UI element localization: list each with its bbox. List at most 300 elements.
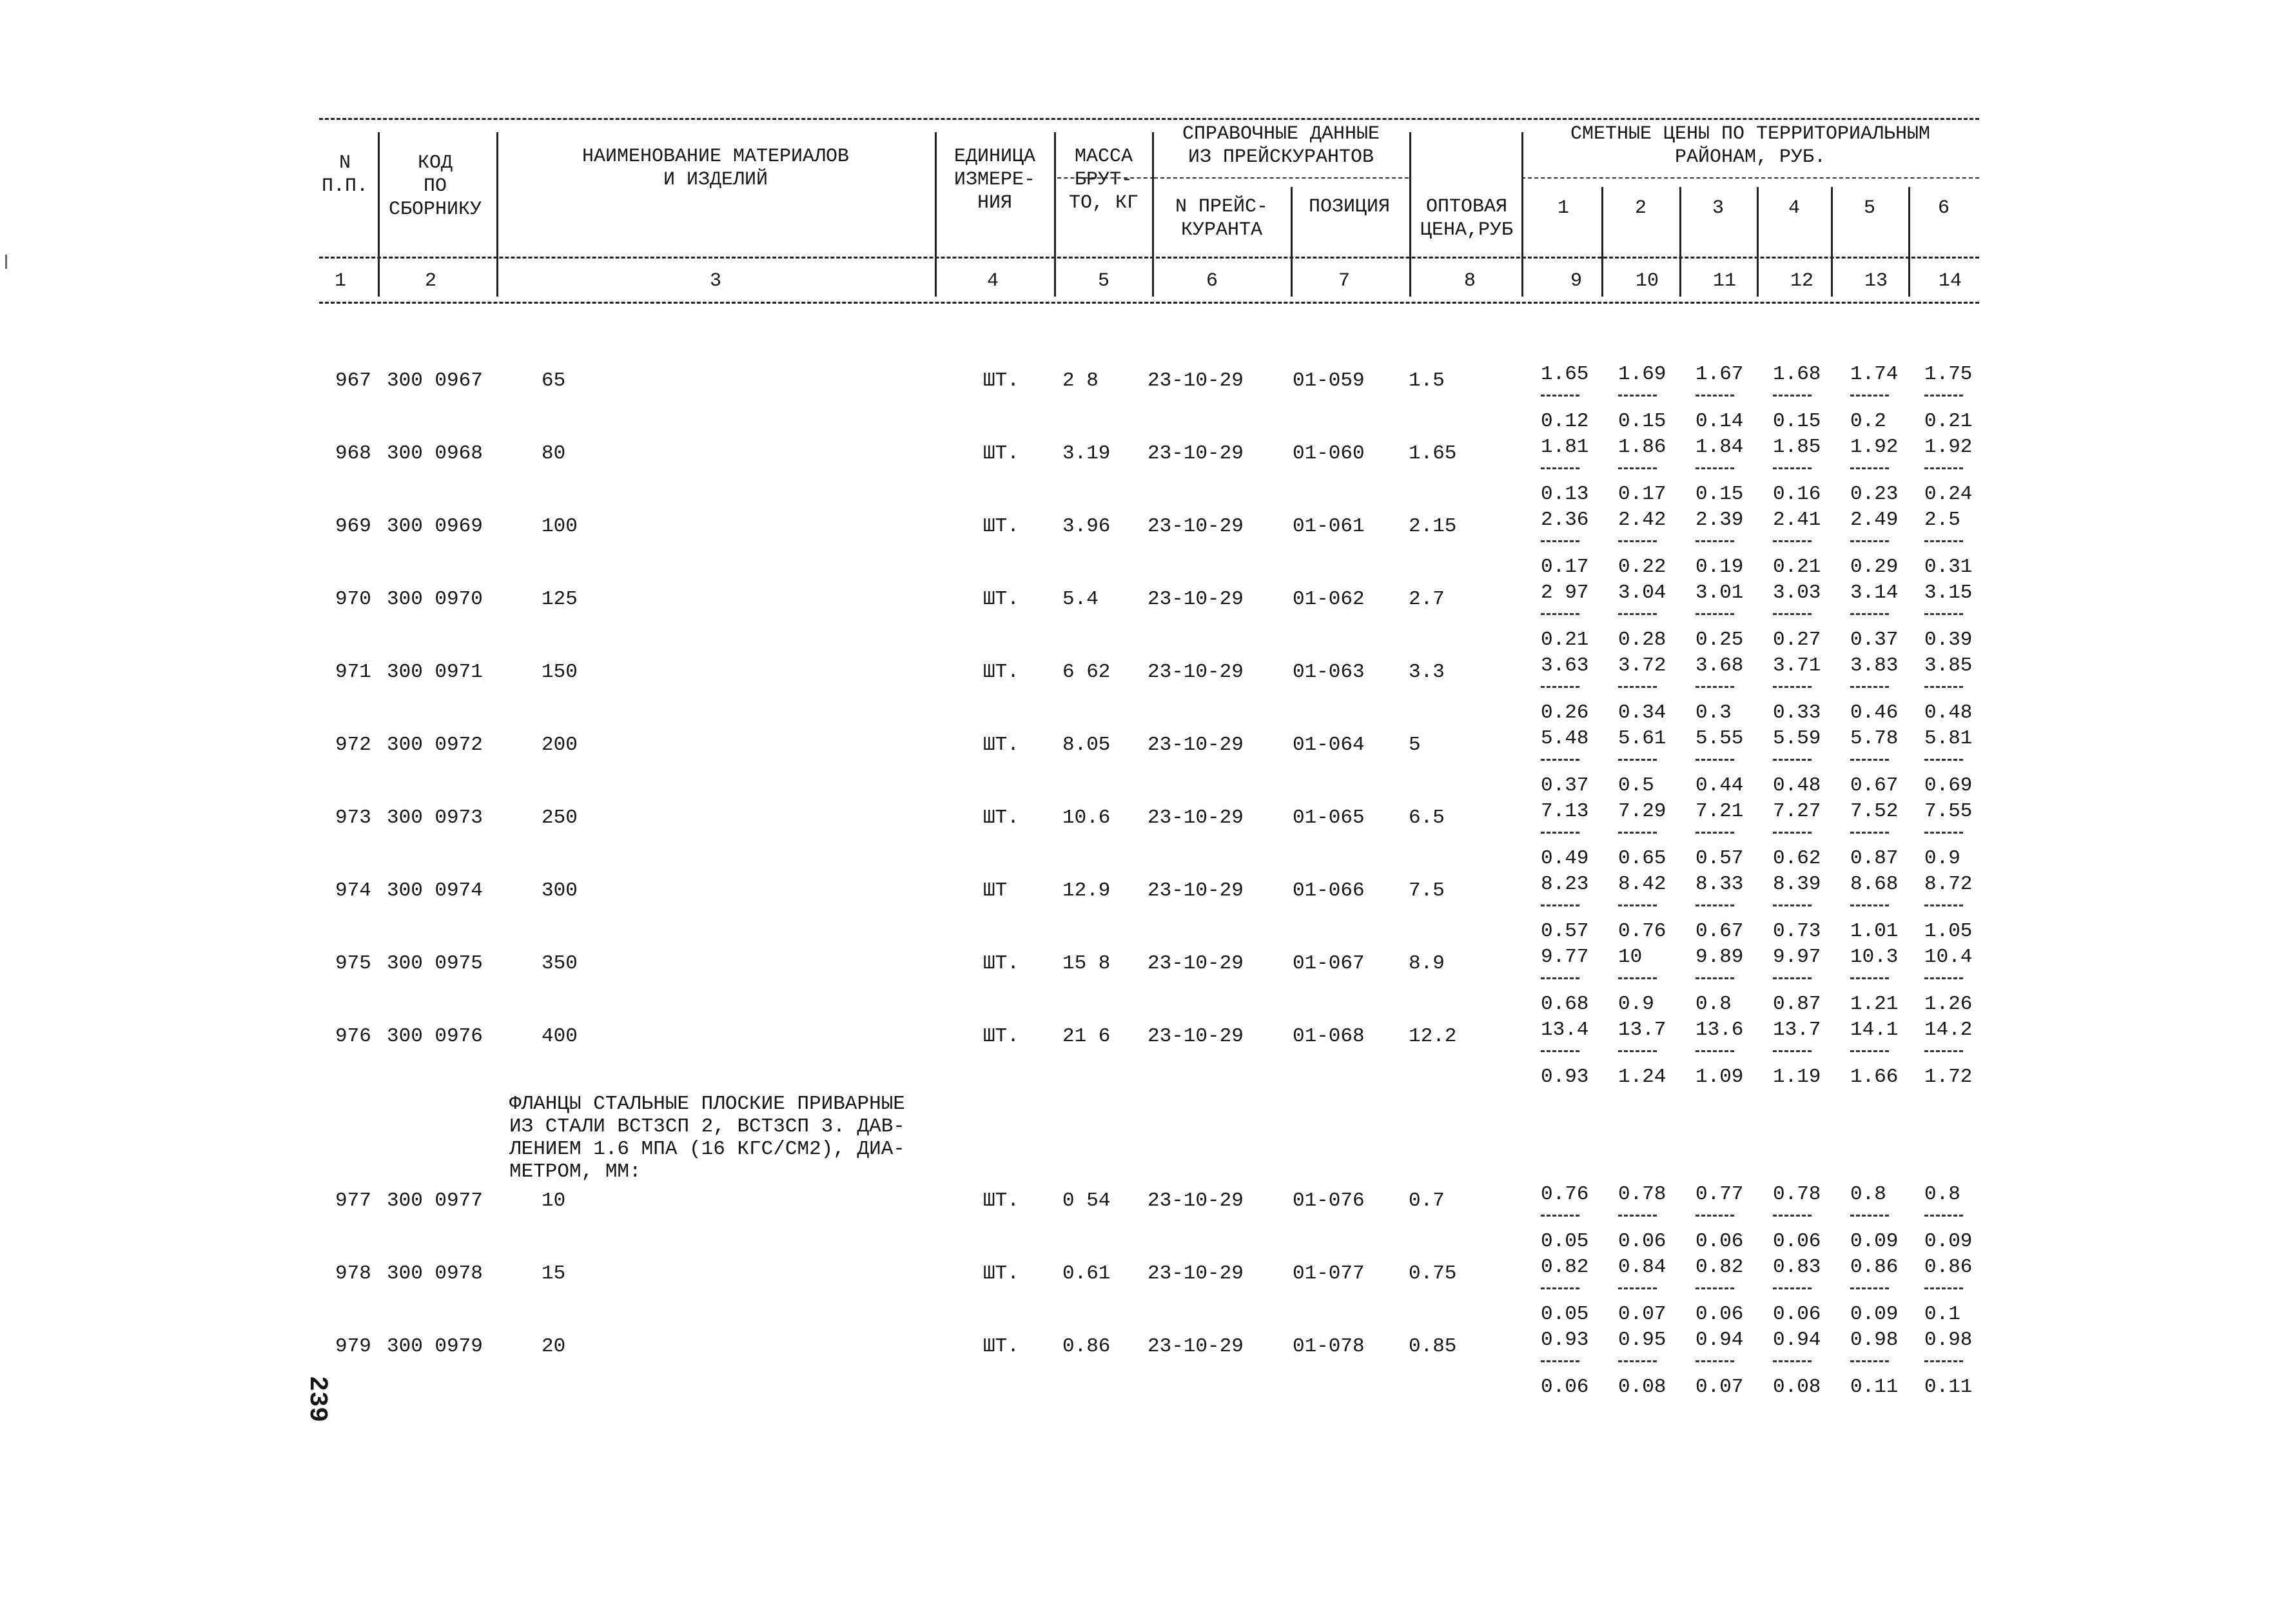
row-code: 300 0971 bbox=[387, 661, 483, 683]
row-name: 65 bbox=[542, 369, 566, 392]
row-pricelist: 23-10-29 bbox=[1148, 952, 1244, 975]
row-wholesale: 7.5 bbox=[1409, 879, 1445, 902]
row-wholesale: 0.75 bbox=[1409, 1262, 1457, 1285]
row-pricelist: 23-10-29 bbox=[1148, 879, 1244, 902]
price-divider bbox=[1618, 759, 1657, 761]
price-divider bbox=[1541, 1215, 1579, 1217]
row-region-price: 2.39 bbox=[1696, 509, 1744, 531]
row-region-subprice: 1.19 bbox=[1773, 1066, 1821, 1088]
row-region-price: 9.97 bbox=[1773, 946, 1821, 968]
price-divider bbox=[1850, 832, 1889, 834]
row-region-subprice: 0.15 bbox=[1696, 483, 1744, 505]
row-position: 01-060 bbox=[1293, 442, 1365, 465]
row-region-price: 0.77 bbox=[1696, 1183, 1744, 1206]
row-region-price: 3.72 bbox=[1618, 654, 1666, 677]
row-wholesale: 2.7 bbox=[1409, 588, 1445, 611]
header-col-separator bbox=[1054, 132, 1056, 297]
row-name: 80 bbox=[542, 442, 566, 465]
row-region-price: 1.85 bbox=[1773, 436, 1821, 458]
row-region-subprice: 1.66 bbox=[1850, 1066, 1899, 1088]
row-region-price: 1.65 bbox=[1541, 363, 1589, 386]
row-region-subprice: 1.24 bbox=[1618, 1066, 1666, 1088]
row-region-subprice: 0.06 bbox=[1541, 1376, 1589, 1398]
column-number: 1 bbox=[334, 270, 347, 292]
price-divider bbox=[1618, 905, 1657, 906]
row-region-price: 2 97 bbox=[1541, 582, 1589, 604]
row-unit: ШТ. bbox=[983, 515, 1019, 538]
row-mass: 21 6 bbox=[1062, 1025, 1111, 1048]
ref-group-header: СПРАВОЧНЫЕ ДАННЫЕ ИЗ ПРЕЙСКУРАНТОВ bbox=[1182, 123, 1380, 168]
price-divider bbox=[1924, 1215, 1963, 1217]
section-heading-line: МЕТРОМ, ММ: bbox=[509, 1160, 641, 1183]
row-region-subprice: 0.17 bbox=[1618, 483, 1666, 505]
row-region-subprice: 0.46 bbox=[1850, 701, 1899, 724]
price-divider bbox=[1773, 1360, 1812, 1362]
row-region-price: 0.82 bbox=[1696, 1256, 1744, 1278]
row-unit: ШТ. bbox=[983, 1335, 1019, 1358]
col4-header: ЕДИНИЦА ИЗМЕРЕ- НИЯ bbox=[953, 146, 1036, 214]
row-region-price: 1.68 bbox=[1773, 363, 1821, 386]
row-region-subprice: 0.67 bbox=[1850, 774, 1899, 797]
row-region-price: 0.86 bbox=[1924, 1256, 1973, 1278]
header-col-separator bbox=[1409, 132, 1411, 297]
row-number: 968 bbox=[335, 442, 371, 465]
header-col-separator bbox=[1757, 187, 1759, 297]
row-name: 125 bbox=[542, 588, 578, 611]
row-region-subprice: 0.39 bbox=[1924, 629, 1973, 651]
row-region-subprice: 0.21 bbox=[1924, 410, 1973, 433]
price-divider bbox=[1850, 395, 1889, 396]
row-number: 971 bbox=[335, 661, 371, 683]
col8-header: ОПТОВАЯ ЦЕНА,РУБ bbox=[1420, 196, 1514, 241]
page-number: 239 bbox=[302, 1375, 332, 1423]
row-region-subprice: 0.68 bbox=[1541, 993, 1589, 1015]
row-region-price: 5.81 bbox=[1924, 727, 1973, 750]
row-region-price: 3.85 bbox=[1924, 654, 1973, 677]
row-number: 973 bbox=[335, 807, 371, 829]
region-header: 2 bbox=[1634, 197, 1647, 219]
row-unit: ШТ. bbox=[983, 952, 1019, 975]
price-divider bbox=[1618, 977, 1657, 979]
row-region-subprice: 0.19 bbox=[1696, 556, 1744, 578]
col3-header: НАИМЕНОВАНИЕ МАТЕРИАЛОВ И ИЗДЕЛИЙ bbox=[581, 146, 850, 191]
row-region-price: 0.93 bbox=[1541, 1329, 1589, 1351]
row-pricelist: 23-10-29 bbox=[1148, 1189, 1244, 1212]
row-mass: 3.19 bbox=[1062, 442, 1111, 465]
row-unit: ШТ. bbox=[983, 369, 1019, 392]
row-region-price: 0.8 bbox=[1924, 1183, 1960, 1206]
row-region-subprice: 1.09 bbox=[1696, 1066, 1744, 1088]
row-region-subprice: 0.05 bbox=[1541, 1230, 1589, 1253]
price-divider bbox=[1696, 1215, 1734, 1217]
row-region-price: 7.27 bbox=[1773, 800, 1821, 823]
row-position: 01-068 bbox=[1293, 1025, 1365, 1048]
price-divider bbox=[1773, 759, 1812, 761]
row-region-subprice: 0.15 bbox=[1618, 410, 1666, 433]
price-divider bbox=[1541, 759, 1579, 761]
row-name: 250 bbox=[542, 807, 578, 829]
column-number: 9 bbox=[1570, 270, 1583, 292]
price-divider bbox=[1773, 467, 1812, 469]
price-divider bbox=[1850, 1050, 1889, 1052]
row-region-price: 2.41 bbox=[1773, 509, 1821, 531]
row-region-price: 0.83 bbox=[1773, 1256, 1821, 1278]
row-wholesale: 0.85 bbox=[1409, 1335, 1457, 1358]
row-wholesale: 1.5 bbox=[1409, 369, 1445, 392]
row-region-price: 1.67 bbox=[1696, 363, 1744, 386]
price-divider bbox=[1696, 832, 1734, 834]
row-region-price: 10.3 bbox=[1850, 946, 1899, 968]
row-region-price: 1.92 bbox=[1924, 436, 1973, 458]
price-divider bbox=[1696, 540, 1734, 542]
row-region-price: 5.78 bbox=[1850, 727, 1899, 750]
row-region-subprice: 0.06 bbox=[1696, 1303, 1744, 1326]
row-region-subprice: 0.05 bbox=[1541, 1303, 1589, 1326]
row-region-subprice: 0.34 bbox=[1618, 701, 1666, 724]
row-region-subprice: 0.76 bbox=[1618, 920, 1666, 943]
ref-group-rule bbox=[1154, 177, 1409, 179]
row-region-price: 8.39 bbox=[1773, 873, 1821, 895]
price-divider bbox=[1850, 540, 1889, 542]
row-region-subprice: 0.69 bbox=[1924, 774, 1973, 797]
column-number: 13 bbox=[1864, 270, 1888, 292]
row-code: 300 0975 bbox=[387, 952, 483, 975]
price-divider bbox=[1696, 977, 1734, 979]
column-number: 10 bbox=[1635, 270, 1659, 292]
header-col-separator bbox=[378, 132, 380, 297]
section-heading-line: ЛЕНИЕМ 1.6 МПА (16 КГС/СМ2), ДИА- bbox=[509, 1138, 905, 1160]
row-region-price: 7.13 bbox=[1541, 800, 1589, 823]
row-code: 300 0974 bbox=[387, 879, 483, 902]
row-region-subprice: 0.11 bbox=[1850, 1376, 1899, 1398]
row-mass: 0.61 bbox=[1062, 1262, 1111, 1285]
row-region-price: 3.63 bbox=[1541, 654, 1589, 677]
header-col-separator bbox=[1291, 187, 1293, 297]
row-region-subprice: 0.5 bbox=[1618, 774, 1654, 797]
row-wholesale: 12.2 bbox=[1409, 1025, 1457, 1048]
row-name: 100 bbox=[542, 515, 578, 538]
row-region-subprice: 0.28 bbox=[1618, 629, 1666, 651]
row-code: 300 0972 bbox=[387, 734, 483, 756]
row-region-subprice: 0.87 bbox=[1773, 993, 1821, 1015]
row-region-price: 0.84 bbox=[1618, 1256, 1666, 1278]
row-region-subprice: 0.37 bbox=[1850, 629, 1899, 651]
row-name: 150 bbox=[542, 661, 578, 683]
row-region-price: 0.94 bbox=[1696, 1329, 1744, 1351]
header-col-separator bbox=[935, 132, 937, 297]
column-number: 12 bbox=[1790, 270, 1814, 292]
row-region-price: 7.21 bbox=[1696, 800, 1744, 823]
header-bottom-rule bbox=[319, 302, 1979, 304]
row-region-price: 10 bbox=[1618, 946, 1643, 968]
section-heading-line: ИЗ СТАЛИ ВСТ3СП 2, ВСТ3СП 3. ДАВ- bbox=[509, 1115, 905, 1138]
price-divider bbox=[1773, 1287, 1812, 1289]
row-region-price: 5.61 bbox=[1618, 727, 1666, 750]
row-region-price: 8.33 bbox=[1696, 873, 1744, 895]
row-name: 200 bbox=[542, 734, 578, 756]
col6-header: N ПРЕЙС- КУРАНТА bbox=[1175, 196, 1269, 241]
row-unit: ШТ. bbox=[983, 807, 1019, 829]
price-divider bbox=[1696, 467, 1734, 469]
row-position: 01-062 bbox=[1293, 588, 1365, 611]
row-unit: ШТ. bbox=[983, 588, 1019, 611]
row-region-subprice: 0.93 bbox=[1541, 1066, 1589, 1088]
row-pricelist: 23-10-29 bbox=[1148, 734, 1244, 756]
header-col-separator bbox=[1908, 187, 1910, 297]
row-region-subprice: 0.87 bbox=[1850, 847, 1899, 870]
row-region-subprice: 0.9 bbox=[1618, 993, 1654, 1015]
row-wholesale: 8.9 bbox=[1409, 952, 1445, 975]
column-number: 4 bbox=[986, 270, 999, 292]
row-region-subprice: 0.27 bbox=[1773, 629, 1821, 651]
row-number: 969 bbox=[335, 515, 371, 538]
row-region-price: 8.68 bbox=[1850, 873, 1899, 895]
price-divider bbox=[1618, 1215, 1657, 1217]
row-region-price: 2.49 bbox=[1850, 509, 1899, 531]
row-region-price: 7.55 bbox=[1924, 800, 1973, 823]
row-region-subprice: 0.33 bbox=[1773, 701, 1821, 724]
row-region-price: 0.86 bbox=[1850, 1256, 1899, 1278]
row-name: 300 bbox=[542, 879, 578, 902]
row-position: 01-067 bbox=[1293, 952, 1365, 975]
price-divider bbox=[1618, 540, 1657, 542]
row-region-price: 2.36 bbox=[1541, 509, 1589, 531]
col1-header: N П.П. bbox=[321, 152, 369, 197]
row-position: 01-061 bbox=[1293, 515, 1365, 538]
row-name: 400 bbox=[542, 1025, 578, 1048]
price-divider bbox=[1696, 905, 1734, 906]
row-region-subprice: 0.65 bbox=[1618, 847, 1666, 870]
row-region-subprice: 0.62 bbox=[1773, 847, 1821, 870]
row-region-price: 1.74 bbox=[1850, 363, 1899, 386]
section-heading-line: ФЛАНЦЫ СТАЛЬНЫЕ ПЛОСКИЕ ПРИВАРНЫЕ bbox=[509, 1093, 905, 1115]
row-region-subprice: 0.11 bbox=[1924, 1376, 1973, 1398]
row-mass: 15 8 bbox=[1062, 952, 1111, 975]
price-group-rule bbox=[1521, 177, 1979, 179]
row-region-subprice: 0.09 bbox=[1924, 1230, 1973, 1253]
row-unit: ШТ. bbox=[983, 1025, 1019, 1048]
row-number: 972 bbox=[335, 734, 371, 756]
row-number: 974 bbox=[335, 879, 371, 902]
row-region-price: 1.81 bbox=[1541, 436, 1589, 458]
header-col-separator bbox=[1679, 187, 1681, 297]
header-col-separator bbox=[1152, 132, 1154, 297]
row-region-price: 5.59 bbox=[1773, 727, 1821, 750]
row-region-subprice: 0.06 bbox=[1773, 1303, 1821, 1326]
region-header: 5 bbox=[1863, 197, 1876, 219]
price-divider bbox=[1696, 759, 1734, 761]
row-unit: ШТ. bbox=[983, 734, 1019, 756]
row-code: 300 0976 bbox=[387, 1025, 483, 1048]
row-region-subprice: 0.23 bbox=[1850, 483, 1899, 505]
row-region-subprice: 1.05 bbox=[1924, 920, 1973, 943]
row-name: 10 bbox=[542, 1189, 566, 1212]
price-divider bbox=[1541, 1360, 1579, 1362]
row-region-price: 13.4 bbox=[1541, 1019, 1589, 1041]
row-region-subprice: 0.2 bbox=[1850, 410, 1886, 433]
region-header: 6 bbox=[1937, 197, 1950, 219]
region-header: 3 bbox=[1712, 197, 1725, 219]
row-mass: 8.05 bbox=[1062, 734, 1111, 756]
row-unit: ШТ. bbox=[983, 442, 1019, 465]
price-divider bbox=[1618, 1360, 1657, 1362]
row-region-price: 1.86 bbox=[1618, 436, 1666, 458]
price-divider bbox=[1618, 467, 1657, 469]
row-region-price: 1.84 bbox=[1696, 436, 1744, 458]
price-divider bbox=[1850, 613, 1889, 615]
price-divider bbox=[1850, 1215, 1889, 1217]
row-region-subprice: 0.21 bbox=[1541, 629, 1589, 651]
price-divider bbox=[1850, 467, 1889, 469]
price-divider bbox=[1696, 613, 1734, 615]
row-region-subprice: 0.09 bbox=[1850, 1303, 1899, 1326]
price-divider bbox=[1924, 1050, 1963, 1052]
price-divider bbox=[1541, 540, 1579, 542]
margin-mark bbox=[5, 255, 7, 269]
column-number: 7 bbox=[1338, 270, 1351, 292]
price-divider bbox=[1541, 395, 1579, 396]
column-number: 5 bbox=[1097, 270, 1110, 292]
row-mass: 5.4 bbox=[1062, 588, 1099, 611]
header-col-separator bbox=[1831, 187, 1833, 297]
row-region-subprice: 0.49 bbox=[1541, 847, 1589, 870]
row-pricelist: 23-10-29 bbox=[1148, 442, 1244, 465]
region-header: 4 bbox=[1788, 197, 1801, 219]
row-position: 01-059 bbox=[1293, 369, 1365, 392]
row-region-subprice: 0.37 bbox=[1541, 774, 1589, 797]
col2-header: КОД ПО СБОРНИКУ bbox=[388, 152, 482, 220]
row-pricelist: 23-10-29 bbox=[1148, 1262, 1244, 1285]
row-number: 979 bbox=[335, 1335, 371, 1358]
col5-header: МАССА БРУТ- ТО, КГ bbox=[1068, 146, 1139, 214]
price-divider bbox=[1541, 613, 1579, 615]
row-region-subprice: 0.57 bbox=[1541, 920, 1589, 943]
row-pricelist: 23-10-29 bbox=[1148, 807, 1244, 829]
price-divider bbox=[1773, 1050, 1812, 1052]
column-number: 3 bbox=[709, 270, 722, 292]
row-region-price: 5.48 bbox=[1541, 727, 1589, 750]
price-divider bbox=[1850, 1287, 1889, 1289]
row-region-price: 3.83 bbox=[1850, 654, 1899, 677]
price-divider bbox=[1541, 467, 1579, 469]
header-col-separator bbox=[1521, 132, 1523, 297]
row-name: 350 bbox=[542, 952, 578, 975]
price-divider bbox=[1541, 686, 1579, 688]
row-mass: 0 54 bbox=[1062, 1189, 1111, 1212]
price-divider bbox=[1850, 977, 1889, 979]
price-divider bbox=[1696, 1287, 1734, 1289]
row-region-subprice: 0.14 bbox=[1696, 410, 1744, 433]
row-pricelist: 23-10-29 bbox=[1148, 1335, 1244, 1358]
price-divider bbox=[1850, 1360, 1889, 1362]
row-region-subprice: 0.31 bbox=[1924, 556, 1973, 578]
row-wholesale: 5 bbox=[1409, 734, 1421, 756]
row-region-subprice: 0.44 bbox=[1696, 774, 1744, 797]
section-heading bbox=[509, 1093, 905, 1183]
row-region-subprice: 0.16 bbox=[1773, 483, 1821, 505]
price-divider bbox=[1924, 832, 1963, 834]
row-code: 300 0973 bbox=[387, 807, 483, 829]
column-number: 8 bbox=[1463, 270, 1476, 292]
price-divider bbox=[1924, 905, 1963, 906]
row-number: 978 bbox=[335, 1262, 371, 1285]
row-region-subprice: 0.07 bbox=[1696, 1376, 1744, 1398]
row-number: 977 bbox=[335, 1189, 371, 1212]
row-region-subprice: 0.22 bbox=[1618, 556, 1666, 578]
row-region-price: 7.29 bbox=[1618, 800, 1666, 823]
row-position: 01-078 bbox=[1293, 1335, 1365, 1358]
price-divider bbox=[1773, 905, 1812, 906]
row-region-subprice: 0.12 bbox=[1541, 410, 1589, 433]
price-divider bbox=[1541, 905, 1579, 906]
row-region-subprice: 0.1 bbox=[1924, 1303, 1960, 1326]
price-divider bbox=[1773, 395, 1812, 396]
price-divider bbox=[1618, 613, 1657, 615]
row-region-price: 3.03 bbox=[1773, 582, 1821, 604]
row-code: 300 0977 bbox=[387, 1189, 483, 1212]
row-region-subprice: 0.15 bbox=[1773, 410, 1821, 433]
price-divider bbox=[1924, 686, 1963, 688]
row-name: 20 bbox=[542, 1335, 566, 1358]
row-wholesale: 1.65 bbox=[1409, 442, 1457, 465]
row-region-price: 0.95 bbox=[1618, 1329, 1666, 1351]
row-region-subprice: 0.06 bbox=[1773, 1230, 1821, 1253]
row-region-subprice: 0.73 bbox=[1773, 920, 1821, 943]
row-number: 976 bbox=[335, 1025, 371, 1048]
price-divider bbox=[1618, 1050, 1657, 1052]
price-divider bbox=[1696, 395, 1734, 396]
row-position: 01-066 bbox=[1293, 879, 1365, 902]
row-region-price: 3.15 bbox=[1924, 582, 1973, 604]
row-region-subprice: 0.24 bbox=[1924, 483, 1973, 505]
price-divider bbox=[1850, 686, 1889, 688]
row-region-price: 13.6 bbox=[1696, 1019, 1744, 1041]
row-code: 300 0968 bbox=[387, 442, 483, 465]
row-region-price: 8.72 bbox=[1924, 873, 1973, 895]
row-position: 01-063 bbox=[1293, 661, 1365, 683]
row-region-price: 10.4 bbox=[1924, 946, 1973, 968]
row-region-subprice: 0.08 bbox=[1773, 1376, 1821, 1398]
row-region-subprice: 0.08 bbox=[1618, 1376, 1666, 1398]
row-region-subprice: 0.48 bbox=[1773, 774, 1821, 797]
row-mass: 12.9 bbox=[1062, 879, 1111, 902]
price-divider bbox=[1541, 832, 1579, 834]
header-col-separator bbox=[496, 132, 498, 297]
row-region-price: 1.92 bbox=[1850, 436, 1899, 458]
price-group-header: СМЕТНЫЕ ЦЕНЫ ПО ТЕРРИТОРИАЛЬНЫМ РАЙОНАМ, РУБ. bbox=[1570, 123, 1931, 168]
row-pricelist: 23-10-29 bbox=[1148, 515, 1244, 538]
row-region-price: 14.1 bbox=[1850, 1019, 1899, 1041]
row-position: 01-065 bbox=[1293, 807, 1365, 829]
price-divider bbox=[1773, 686, 1812, 688]
row-region-subprice: 0.17 bbox=[1541, 556, 1589, 578]
row-number: 970 bbox=[335, 588, 371, 611]
row-region-subprice: 0.9 bbox=[1924, 847, 1960, 870]
row-region-price: 0.82 bbox=[1541, 1256, 1589, 1278]
row-region-price: 1.75 bbox=[1924, 363, 1973, 386]
row-region-price: 0.76 bbox=[1541, 1183, 1589, 1206]
header-col-separator bbox=[1601, 187, 1603, 297]
price-divider bbox=[1618, 395, 1657, 396]
row-position: 01-077 bbox=[1293, 1262, 1365, 1285]
price-divider bbox=[1924, 759, 1963, 761]
row-region-price: 13.7 bbox=[1618, 1019, 1666, 1041]
row-region-price: 1.69 bbox=[1618, 363, 1666, 386]
row-region-subprice: 1.01 bbox=[1850, 920, 1899, 943]
row-region-subprice: 0.06 bbox=[1696, 1230, 1744, 1253]
price-divider bbox=[1924, 540, 1963, 542]
column-number: 11 bbox=[1712, 270, 1737, 292]
